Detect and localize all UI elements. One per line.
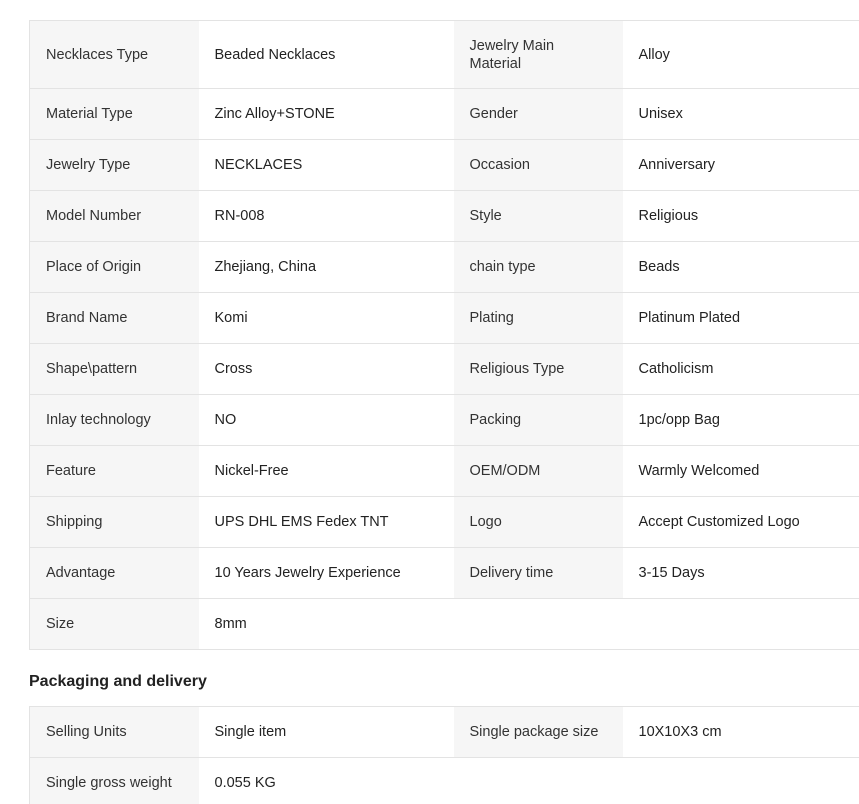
attribute-value: Nickel-Free	[199, 446, 454, 497]
attribute-name: Gender	[454, 89, 623, 140]
attribute-name: Religious Type	[454, 344, 623, 395]
attribute-name: Material Type	[30, 89, 199, 140]
attribute-name: Feature	[30, 446, 199, 497]
empty-cell	[623, 599, 859, 650]
empty-cell	[454, 599, 623, 650]
attribute-name: Jewelry Type	[30, 140, 199, 191]
table-row	[30, 242, 859, 293]
attribute-value: Zinc Alloy+STONE	[199, 89, 454, 140]
attribute-name: OEM/ODM	[454, 446, 623, 497]
table-row	[30, 497, 859, 548]
attribute-name: Inlay technology	[30, 395, 199, 446]
table-row	[30, 395, 859, 446]
table-row	[30, 707, 859, 758]
attribute-value: 0.055 KG	[199, 758, 454, 804]
attribute-name: Place of Origin	[30, 242, 199, 293]
attribute-name: Single gross weight	[30, 758, 199, 804]
attribute-name: Jewelry Main Material	[454, 21, 623, 89]
attribute-value: 10X10X3 cm	[623, 707, 859, 758]
table-row	[30, 191, 859, 242]
attribute-value: Zhejiang, China	[199, 242, 454, 293]
attribute-value: NECKLACES	[199, 140, 454, 191]
table-row	[30, 140, 859, 191]
attribute-value: Single item	[199, 707, 454, 758]
attribute-value: 10 Years Jewelry Experience	[199, 548, 454, 599]
packaging-section-title: Packaging and delivery	[29, 673, 207, 690]
attribute-value: NO	[199, 395, 454, 446]
table-row	[30, 548, 859, 599]
attribute-value: 3-15 Days	[623, 548, 859, 599]
table-row	[30, 758, 859, 804]
table-row	[30, 344, 859, 395]
attribute-value: 1pc/opp Bag	[623, 395, 859, 446]
attribute-name: Size	[30, 599, 199, 650]
empty-cell	[454, 758, 623, 804]
attribute-value: Platinum Plated	[623, 293, 859, 344]
attribute-value: Alloy	[623, 21, 859, 89]
table-row	[30, 599, 859, 650]
attribute-value: Accept Customized Logo	[623, 497, 859, 548]
attribute-name: Occasion	[454, 140, 623, 191]
attribute-value: Religious	[623, 191, 859, 242]
attribute-name: Single package size	[454, 707, 623, 758]
attribute-name: Delivery time	[454, 548, 623, 599]
attribute-value: Unisex	[623, 89, 859, 140]
packaging-table	[29, 706, 859, 804]
table-row	[30, 293, 859, 344]
table-row	[30, 446, 859, 497]
attribute-value: Beads	[623, 242, 859, 293]
attribute-name: Selling Units	[30, 707, 199, 758]
attribute-value: Beaded Necklaces	[199, 21, 454, 89]
attribute-name: Logo	[454, 497, 623, 548]
attribute-name: Shipping	[30, 497, 199, 548]
attribute-value: 8mm	[199, 599, 454, 650]
attribute-name: chain type	[454, 242, 623, 293]
attribute-name: Advantage	[30, 548, 199, 599]
attribute-value: Komi	[199, 293, 454, 344]
attribute-value: Catholicism	[623, 344, 859, 395]
attribute-name: Necklaces Type	[30, 21, 199, 89]
key-attributes-table	[29, 20, 859, 650]
attribute-name: Style	[454, 191, 623, 242]
attribute-name: Packing	[454, 395, 623, 446]
attribute-value: Cross	[199, 344, 454, 395]
empty-cell	[623, 758, 859, 804]
attribute-value: Warmly Welcomed	[623, 446, 859, 497]
attribute-name: Brand Name	[30, 293, 199, 344]
attribute-value: UPS DHL EMS Fedex TNT	[199, 497, 454, 548]
table-row	[30, 21, 859, 89]
attribute-name: Model Number	[30, 191, 199, 242]
attribute-value: Anniversary	[623, 140, 859, 191]
table-row	[30, 89, 859, 140]
attribute-name: Shape\pattern	[30, 344, 199, 395]
attribute-value: RN-008	[199, 191, 454, 242]
attribute-name: Plating	[454, 293, 623, 344]
